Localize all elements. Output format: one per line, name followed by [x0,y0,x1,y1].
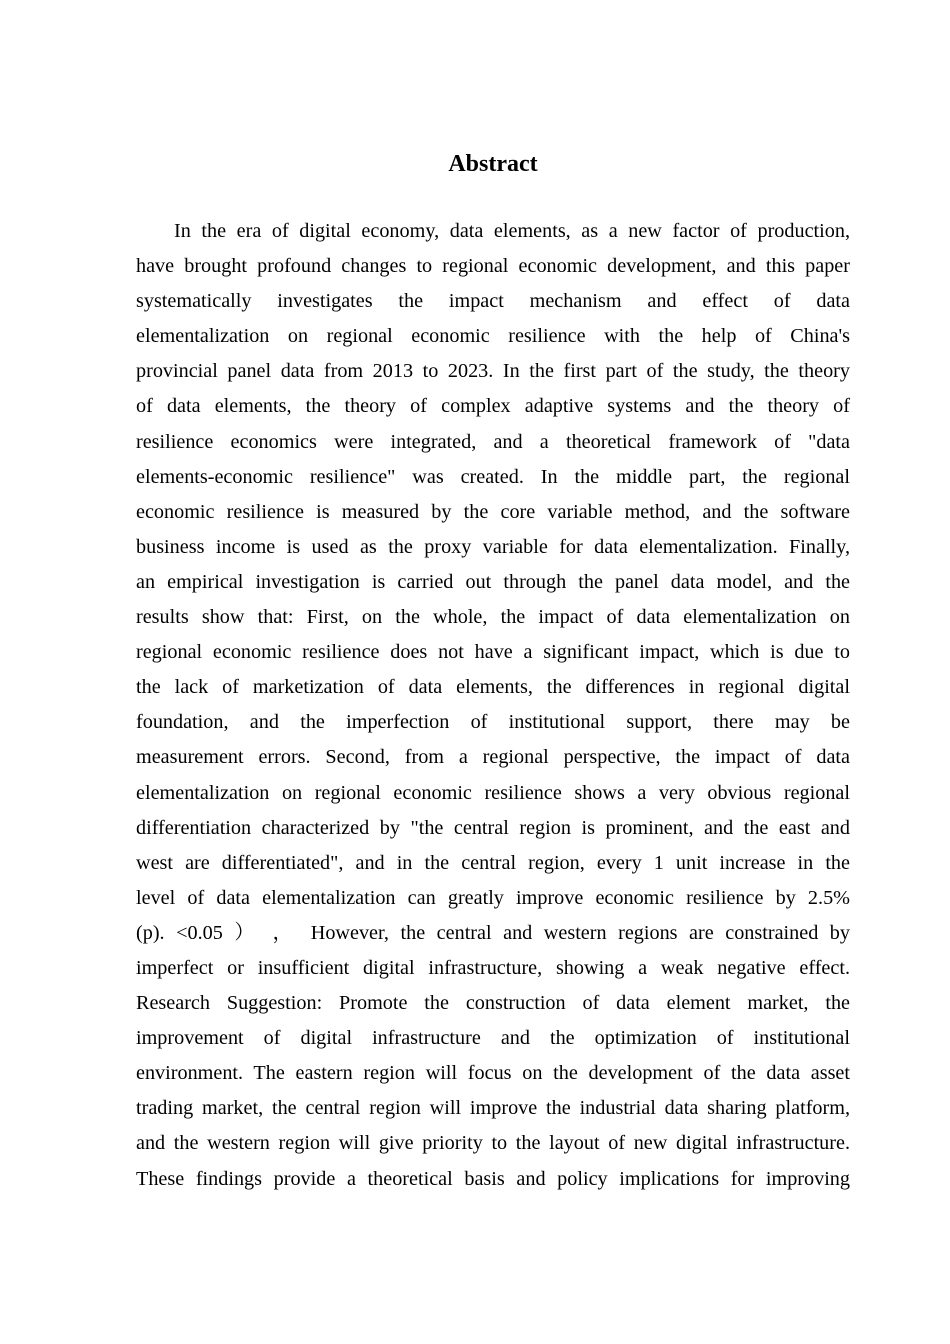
abstract-line: the lack of marketization of data elements, the differences in regional digital [136,676,850,699]
abstract-line: differentiation characterized by "the central region is prominent, and the east and [136,816,850,839]
abstract-line: trading market, the central region will improve the industrial data sharing platform, [136,1097,850,1120]
abstract-line: elementalization on regional economic resilience with the help of China's [136,325,850,348]
abstract-line: economic resilience is measured by the core variable method, and the software [136,500,850,523]
abstract-line: an empirical investigation is carried out through the panel data model, and the [136,570,850,593]
abstract-line: have brought profound changes to regional economic development, and this paper [136,255,850,278]
abstract-line: environment. The eastern region will focus on the development of the data asset [136,1062,850,1085]
abstract-line: elementalization on regional economic resilience shows a very obvious regional [136,781,850,804]
abstract-line: (p). <0.05 ） ， However, the central and western regions are constrained by [136,921,850,944]
abstract-line: In the era of digital economy, data elements, as a new factor of production, [174,220,850,242]
abstract-line: of data elements, the theory of complex adaptive systems and the theory of [136,395,850,418]
abstract-line: level of data elementalization can greatly improve economic resilience by 2.5% [136,886,850,909]
abstract-line: improvement of digital infrastructure and the optimization of institutional [136,1027,850,1050]
abstract-title: Abstract [448,151,538,177]
abstract-line: Research Suggestion: Promote the construction of data element market, the [136,992,850,1015]
abstract-line: systematically investigates the impact mechanism and effect of data [136,290,850,313]
abstract-line: resilience economics were integrated, and a theoretical framework of "data [136,430,850,453]
abstract-line: west are differentiated", and in the central region, every 1 unit increase in the [136,851,850,874]
abstract-line: provincial panel data from 2013 to 2023. In the first part of the study, the theory [136,360,850,383]
abstract-line: imperfect or insufficient digital infrastructure, showing a weak negative effect. [136,956,850,979]
abstract-line: business income is used as the proxy variable for data elementalization. Finally, [136,535,850,558]
abstract-line: measurement errors. Second, from a regional perspective, the impact of data [136,746,850,769]
abstract-line: foundation, and the imperfection of institutional support, there may be [136,711,850,734]
abstract-line: regional economic resilience does not have a significant impact, which is due to [136,641,850,664]
abstract-body [136,214,850,1204]
abstract-line: results show that: First, on the whole, the impact of data elementalization on [136,606,850,629]
abstract-line: These findings provide a theoretical basis and policy implications for improving [136,1167,850,1190]
abstract-line: and the western region will give priority to the layout of new digital infrastructure. [136,1132,850,1155]
abstract-line: elements-economic resilience" was created. In the middle part, the regional [136,465,850,488]
